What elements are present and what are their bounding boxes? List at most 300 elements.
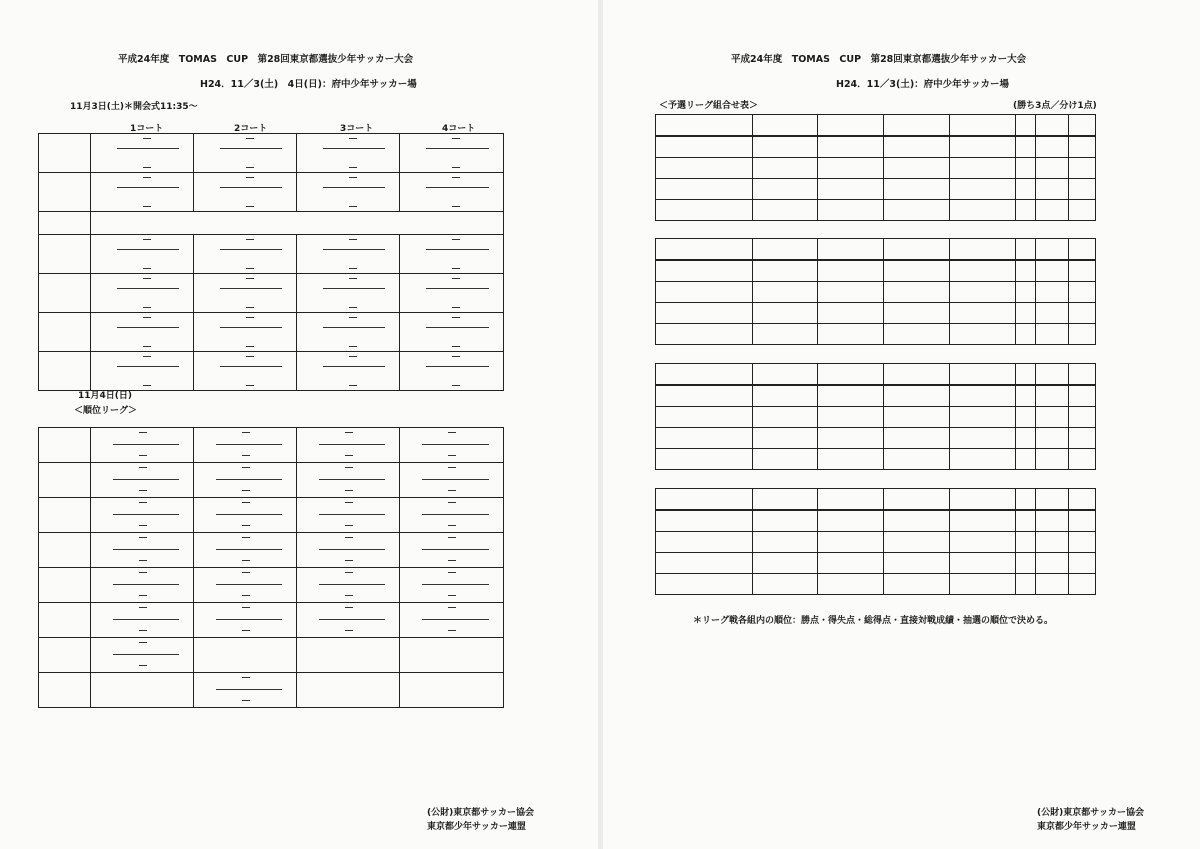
dash-mark xyxy=(349,385,357,386)
dash-mark xyxy=(143,385,151,386)
points-rule: (勝ち3点／分け1点) xyxy=(1013,101,1097,111)
dash-mark xyxy=(143,268,151,269)
score-line xyxy=(113,654,179,655)
result-cell xyxy=(950,407,1016,428)
rank-header xyxy=(1068,364,1095,386)
dash-mark xyxy=(139,502,147,503)
rank-value xyxy=(1068,532,1095,553)
result-cell xyxy=(884,385,950,407)
result-cell xyxy=(884,136,950,158)
league-row xyxy=(656,385,1096,407)
match-cell xyxy=(400,498,504,533)
time-cell xyxy=(39,352,91,391)
dash-mark xyxy=(345,502,353,503)
match-cell xyxy=(400,235,504,274)
dash-mark xyxy=(143,317,151,318)
score-line xyxy=(220,249,282,250)
dash-mark xyxy=(349,239,357,240)
left-title: 平成24年度 TOMAS CUP 第28回東京都選抜少年サッカー大会 xyxy=(118,54,414,65)
dash-mark xyxy=(448,502,456,503)
goal-diff-value xyxy=(1035,158,1068,179)
league-table xyxy=(655,488,1096,595)
league-row xyxy=(656,532,1096,553)
result-cell xyxy=(818,200,884,221)
result-cell xyxy=(884,428,950,449)
dash-mark xyxy=(452,206,460,207)
dash-mark xyxy=(246,239,254,240)
match-cell xyxy=(297,235,400,274)
result-cell xyxy=(950,449,1016,470)
league-row xyxy=(656,510,1096,532)
league-label: ＜予選リーグ組合せ表＞ xyxy=(659,101,759,111)
league-row xyxy=(656,282,1096,303)
dash-mark xyxy=(345,560,353,561)
result-cell xyxy=(818,574,884,595)
time-cell xyxy=(39,533,91,568)
result-cell xyxy=(752,179,818,200)
points-value xyxy=(1015,574,1035,595)
score-line xyxy=(220,327,282,328)
match-cell xyxy=(297,533,400,568)
time-cell xyxy=(39,463,91,498)
group-name xyxy=(656,239,753,261)
score-line xyxy=(220,288,282,289)
points-header xyxy=(1015,115,1035,137)
dash-mark xyxy=(452,278,460,279)
goal-diff-value xyxy=(1035,324,1068,345)
match-cell xyxy=(297,173,400,212)
dash-mark xyxy=(246,206,254,207)
score-line xyxy=(426,366,489,367)
dash-mark xyxy=(345,607,353,608)
goal-diff-header xyxy=(1035,239,1068,261)
points-value xyxy=(1015,158,1035,179)
match-cell xyxy=(297,274,400,313)
match-cell xyxy=(297,313,400,352)
result-cell xyxy=(818,260,884,282)
rank-value xyxy=(1068,179,1095,200)
result-cell xyxy=(950,260,1016,282)
points-value xyxy=(1015,449,1035,470)
dash-mark xyxy=(143,138,151,139)
league-header-row xyxy=(656,115,1096,137)
match-cell xyxy=(91,173,194,212)
court-header: 1コート xyxy=(130,124,164,134)
score-line xyxy=(323,366,385,367)
result-cell xyxy=(950,553,1016,574)
league-row xyxy=(656,449,1096,470)
goal-diff-value xyxy=(1035,449,1068,470)
points-value xyxy=(1015,179,1035,200)
result-cell xyxy=(950,136,1016,158)
goal-diff-value xyxy=(1035,532,1068,553)
dash-mark xyxy=(452,307,460,308)
dash-mark xyxy=(349,307,357,308)
score-line xyxy=(220,366,282,367)
match-cell xyxy=(194,352,297,391)
result-cell xyxy=(818,385,884,407)
points-value xyxy=(1015,282,1035,303)
dash-mark xyxy=(448,595,456,596)
time-cell xyxy=(39,313,91,352)
time-cell xyxy=(39,568,91,603)
league-row xyxy=(656,324,1096,345)
points-value xyxy=(1015,324,1035,345)
dash-mark xyxy=(139,432,147,433)
dash-mark xyxy=(139,560,147,561)
dash-mark xyxy=(139,595,147,596)
team-header xyxy=(884,364,950,386)
league-row xyxy=(656,407,1096,428)
day1-label: 11月3日(土)＊開会式11:35～ xyxy=(70,102,198,112)
result-cell xyxy=(752,303,818,324)
points-value xyxy=(1015,136,1035,158)
match-cell xyxy=(400,533,504,568)
dash-mark xyxy=(452,167,460,168)
team-header xyxy=(950,489,1016,511)
dash-mark xyxy=(139,630,147,631)
points-value xyxy=(1015,260,1035,282)
result-cell xyxy=(818,553,884,574)
time-cell xyxy=(39,603,91,638)
result-cell xyxy=(818,303,884,324)
dash-mark xyxy=(143,239,151,240)
dash-mark xyxy=(143,356,151,357)
score-line xyxy=(220,187,282,188)
result-cell xyxy=(950,179,1016,200)
dash-mark xyxy=(139,665,147,666)
dash-mark xyxy=(349,356,357,357)
result-cell xyxy=(752,407,818,428)
dash-mark xyxy=(139,467,147,468)
result-cell xyxy=(884,260,950,282)
result-cell xyxy=(752,553,818,574)
dash-mark xyxy=(139,455,147,456)
result-cell xyxy=(752,136,818,158)
match-cell xyxy=(400,352,504,391)
result-cell xyxy=(818,407,884,428)
match-cell xyxy=(194,568,297,603)
right-footer-league: 東京都少年サッカー連盟 xyxy=(1037,822,1136,832)
ranking-row xyxy=(39,533,504,568)
dash-mark xyxy=(246,317,254,318)
day2-schedule-table xyxy=(38,427,504,708)
match-cell xyxy=(194,274,297,313)
goal-diff-value xyxy=(1035,385,1068,407)
result-cell xyxy=(818,158,884,179)
league-row xyxy=(656,303,1096,324)
dash-mark xyxy=(242,455,250,456)
league-row xyxy=(656,158,1096,179)
dash-mark xyxy=(349,278,357,279)
match-cell xyxy=(400,428,504,463)
team-header xyxy=(818,364,884,386)
day1-schedule-table xyxy=(38,133,504,391)
team-header xyxy=(752,489,818,511)
score-line xyxy=(323,288,385,289)
score-line xyxy=(117,366,179,367)
match-cell xyxy=(194,235,297,274)
league-row xyxy=(656,260,1096,282)
dash-mark xyxy=(452,239,460,240)
result-cell xyxy=(884,179,950,200)
team-name xyxy=(656,574,753,595)
match-cell xyxy=(194,533,297,568)
team-header xyxy=(752,115,818,137)
ranking-row xyxy=(39,638,504,673)
match-cell xyxy=(91,498,194,533)
score-line xyxy=(319,619,385,620)
dash-mark xyxy=(349,177,357,178)
right-title: 平成24年度 TOMAS CUP 第28回東京都選抜少年サッカー大会 xyxy=(731,54,1027,65)
score-line xyxy=(319,549,385,550)
dash-mark xyxy=(242,525,250,526)
match-cell xyxy=(297,463,400,498)
schedule-row xyxy=(39,274,504,313)
dash-mark xyxy=(345,572,353,573)
league-row xyxy=(656,574,1096,595)
dash-mark xyxy=(448,630,456,631)
match-cell xyxy=(297,568,400,603)
rank-value xyxy=(1068,510,1095,532)
goal-diff-header xyxy=(1035,364,1068,386)
dash-mark xyxy=(242,432,250,433)
dash-mark xyxy=(349,167,357,168)
dash-mark xyxy=(242,677,250,678)
left-footer-assoc: (公財)東京都サッカー協会 xyxy=(427,808,535,818)
dash-mark xyxy=(143,167,151,168)
score-line xyxy=(323,187,385,188)
score-line xyxy=(113,549,179,550)
team-name xyxy=(656,303,753,324)
score-line xyxy=(422,444,489,445)
score-line xyxy=(117,148,179,149)
result-cell xyxy=(818,324,884,345)
result-cell xyxy=(884,510,950,532)
score-line xyxy=(422,479,489,480)
points-header xyxy=(1015,489,1035,511)
result-cell xyxy=(752,449,818,470)
league-row xyxy=(656,428,1096,449)
team-header xyxy=(818,489,884,511)
team-header xyxy=(752,364,818,386)
goal-diff-value xyxy=(1035,136,1068,158)
score-line xyxy=(113,479,179,480)
result-cell xyxy=(884,200,950,221)
goal-diff-value xyxy=(1035,553,1068,574)
result-cell xyxy=(818,532,884,553)
match-cell xyxy=(400,134,504,173)
rank-header xyxy=(1068,239,1095,261)
match-cell xyxy=(194,603,297,638)
rank-value xyxy=(1068,407,1095,428)
team-name xyxy=(656,324,753,345)
result-cell xyxy=(752,510,818,532)
court-header: 3コート xyxy=(340,124,374,134)
score-line xyxy=(323,249,385,250)
dash-mark xyxy=(246,346,254,347)
dash-mark xyxy=(452,138,460,139)
match-cell xyxy=(400,463,504,498)
dash-mark xyxy=(452,346,460,347)
points-header xyxy=(1015,239,1035,261)
schedule-row xyxy=(39,352,504,391)
dash-mark xyxy=(452,356,460,357)
score-line xyxy=(422,619,489,620)
team-header xyxy=(884,489,950,511)
score-line xyxy=(117,288,179,289)
score-line xyxy=(117,327,179,328)
score-line xyxy=(319,584,385,585)
result-cell xyxy=(752,260,818,282)
team-name xyxy=(656,532,753,553)
rank-value xyxy=(1068,158,1095,179)
result-cell xyxy=(752,532,818,553)
dash-mark xyxy=(246,138,254,139)
rank-value xyxy=(1068,385,1095,407)
dash-mark xyxy=(448,560,456,561)
match-cell xyxy=(400,673,504,708)
result-cell xyxy=(752,158,818,179)
team-header xyxy=(818,115,884,137)
dash-mark xyxy=(242,572,250,573)
score-line xyxy=(216,584,282,585)
dash-mark xyxy=(139,607,147,608)
score-line xyxy=(216,549,282,550)
score-line xyxy=(117,187,179,188)
dash-mark xyxy=(143,278,151,279)
rank-value xyxy=(1068,428,1095,449)
goal-diff-value xyxy=(1035,282,1068,303)
dash-mark xyxy=(345,630,353,631)
dash-mark xyxy=(242,537,250,538)
dash-mark xyxy=(242,502,250,503)
result-cell xyxy=(884,407,950,428)
time-cell xyxy=(39,274,91,313)
points-value xyxy=(1015,553,1035,574)
match-cell xyxy=(297,352,400,391)
dash-mark xyxy=(139,490,147,491)
result-cell xyxy=(950,303,1016,324)
dash-mark xyxy=(246,268,254,269)
result-cell xyxy=(818,449,884,470)
rank-header xyxy=(1068,489,1095,511)
score-line xyxy=(319,479,385,480)
result-cell xyxy=(950,200,1016,221)
score-line xyxy=(422,549,489,550)
dash-mark xyxy=(242,490,250,491)
match-cell xyxy=(91,134,194,173)
team-name xyxy=(656,260,753,282)
league-table xyxy=(655,114,1096,221)
match-cell xyxy=(194,463,297,498)
goal-diff-value xyxy=(1035,303,1068,324)
league-header-row xyxy=(656,364,1096,386)
result-cell xyxy=(752,200,818,221)
team-name xyxy=(656,407,753,428)
score-line xyxy=(216,619,282,620)
score-line xyxy=(113,619,179,620)
time-cell xyxy=(39,212,91,235)
score-line xyxy=(323,148,385,149)
dash-mark xyxy=(246,307,254,308)
ranking-row xyxy=(39,428,504,463)
dash-mark xyxy=(242,630,250,631)
dash-mark xyxy=(242,607,250,608)
result-cell xyxy=(884,449,950,470)
score-line xyxy=(422,514,489,515)
match-cell xyxy=(194,428,297,463)
dash-mark xyxy=(345,467,353,468)
dash-mark xyxy=(242,467,250,468)
team-name xyxy=(656,553,753,574)
result-cell xyxy=(950,158,1016,179)
team-header xyxy=(752,239,818,261)
match-cell xyxy=(91,533,194,568)
team-header xyxy=(950,364,1016,386)
score-line xyxy=(426,249,489,250)
dash-mark xyxy=(139,572,147,573)
dash-mark xyxy=(242,700,250,701)
result-cell xyxy=(818,282,884,303)
team-header xyxy=(950,239,1016,261)
result-cell xyxy=(818,428,884,449)
match-cell xyxy=(91,638,194,673)
rank-header xyxy=(1068,115,1095,137)
dash-mark xyxy=(345,432,353,433)
score-line xyxy=(216,479,282,480)
score-line xyxy=(426,148,489,149)
ranking-row xyxy=(39,463,504,498)
time-cell xyxy=(39,134,91,173)
rank-value xyxy=(1068,574,1095,595)
league-header-row xyxy=(656,489,1096,511)
result-cell xyxy=(818,136,884,158)
match-cell xyxy=(297,428,400,463)
team-name xyxy=(656,179,753,200)
dash-mark xyxy=(448,455,456,456)
group-name xyxy=(656,115,753,137)
points-header xyxy=(1015,364,1035,386)
result-cell xyxy=(884,574,950,595)
rank-value xyxy=(1068,553,1095,574)
match-cell xyxy=(297,134,400,173)
time-cell xyxy=(39,498,91,533)
league-table xyxy=(655,238,1096,345)
dash-mark xyxy=(448,607,456,608)
dash-mark xyxy=(448,490,456,491)
result-cell xyxy=(950,510,1016,532)
dash-mark xyxy=(345,490,353,491)
score-line xyxy=(113,584,179,585)
court-header: 4コート xyxy=(442,124,476,134)
match-cell xyxy=(194,673,297,708)
result-cell xyxy=(818,510,884,532)
dash-mark xyxy=(139,537,147,538)
dash-mark xyxy=(143,177,151,178)
score-line xyxy=(323,327,385,328)
group-name xyxy=(656,489,753,511)
dash-mark xyxy=(448,525,456,526)
team-name xyxy=(656,282,753,303)
match-cell xyxy=(91,428,194,463)
points-value xyxy=(1015,428,1035,449)
ranking-row xyxy=(39,498,504,533)
league-row xyxy=(656,553,1096,574)
team-name xyxy=(656,136,753,158)
time-cell xyxy=(39,173,91,212)
dash-mark xyxy=(448,467,456,468)
